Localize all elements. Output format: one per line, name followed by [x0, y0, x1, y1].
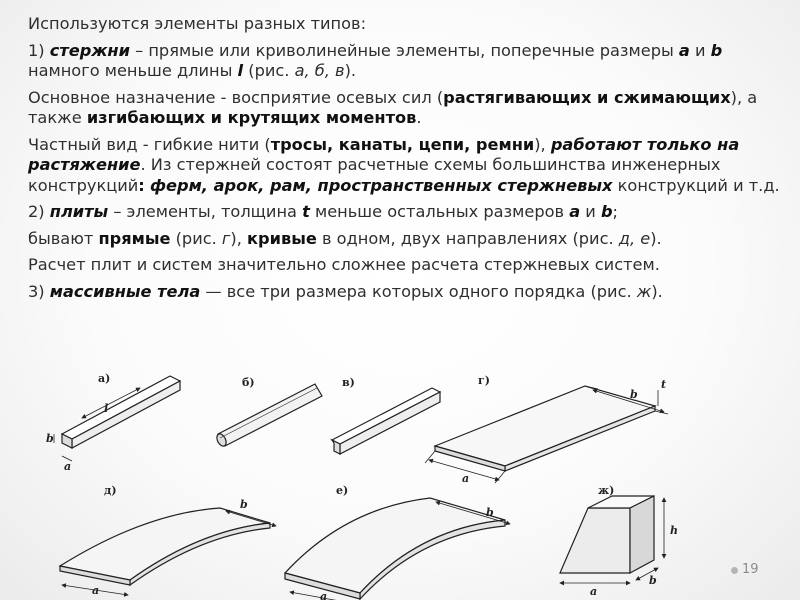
paragraph-plates: 2) плиты – элементы, толщина t меньше остальных размеров a и b; — [28, 202, 618, 221]
fig-e-shell — [285, 498, 510, 600]
fig-d-curved-plate — [60, 508, 276, 595]
label-zh: ж) — [598, 484, 615, 497]
label-e: е) — [336, 484, 349, 497]
fig-zh-block — [560, 496, 664, 583]
term-plates: плиты — [49, 202, 109, 221]
dim-a-shell: a — [320, 590, 328, 600]
label-b: б) — [242, 376, 255, 389]
slide-text — [28, 14, 788, 308]
paragraph-kinds: бывают прямые (рис. г), кривые в одном, двух направлениях (рис. д, е). — [28, 228, 662, 248]
page-number: 19 — [742, 562, 759, 577]
label-g: г) — [478, 374, 490, 387]
paragraph-massive: 3) массивные тела — все три размера которых одного порядка (рис. ж). — [28, 281, 663, 301]
dim-a-curved: a — [92, 584, 100, 597]
paragraph-rods: 1) стержни – прямые или криволинейные элементы, поперечные размеры a и b намного меньше длины l (рис. а, б, в). — [28, 40, 723, 80]
dim-t-plate: t — [661, 378, 667, 391]
dim-a-block: a — [590, 585, 598, 598]
dim-b-shell: b — [486, 506, 494, 519]
label-a: а) — [98, 372, 111, 385]
dim-a-rod: a — [64, 460, 72, 473]
heading: Используются элементы разных типов: — [28, 14, 367, 33]
paragraph-calc: Расчет плит и систем значительно сложнее расчета стержневых систем. — [28, 255, 660, 274]
paragraph-purpose: Основное назначение - восприятие осевых сил (растягивающих и сжимающих), а также изгибающих и крутящих моментов. — [28, 87, 758, 127]
term-massive: массивные тела — [49, 281, 201, 301]
fig-b-round-rod — [215, 384, 322, 448]
label-d: д) — [104, 484, 117, 497]
fig-a-rod — [54, 376, 180, 461]
dim-b-curved: b — [240, 498, 248, 511]
dim-b-rod: b — [46, 432, 54, 445]
figures — [40, 368, 690, 600]
dim-b-plate: b — [630, 388, 638, 401]
dim-l: l — [104, 402, 109, 415]
page-dot — [731, 567, 738, 574]
paragraph-flexible: Частный вид - гибкие нити (тросы, канаты, цепи, ремни), работают только на растяжение. Из стержней состоят расчетные схемы большинства инженерных конструкций: ферм, арок, рам, пространственных стержневых конструкций и т.д. — [28, 134, 780, 195]
label-v: в) — [342, 376, 355, 389]
dim-a-plate: a — [462, 472, 470, 485]
figures-drawing — [40, 368, 690, 600]
fig-v-angle — [332, 388, 440, 454]
dim-h-block: h — [670, 524, 678, 537]
term-rods: стержни — [49, 40, 130, 60]
dim-b-block: b — [649, 574, 657, 587]
